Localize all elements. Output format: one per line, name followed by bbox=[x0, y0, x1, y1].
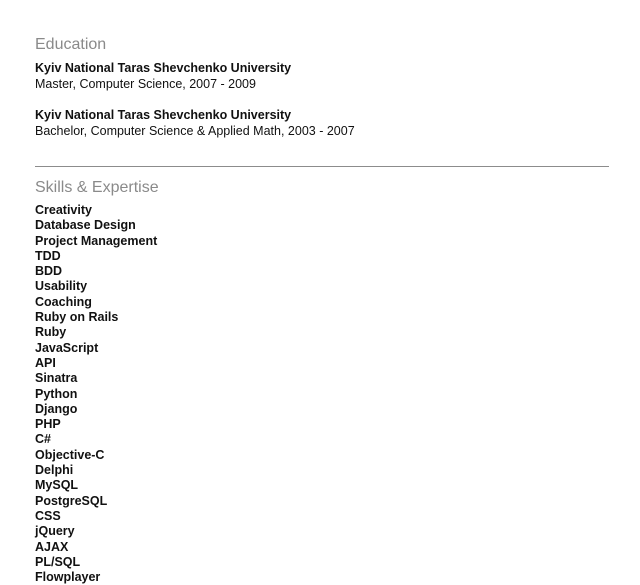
school-name: Kyiv National Taras Shevchenko University bbox=[35, 108, 292, 122]
skill-item: BDD bbox=[35, 264, 63, 279]
degree-details: Master, Computer Science, 2007 - 2009 bbox=[35, 77, 256, 91]
skill-item: Delphi bbox=[35, 463, 74, 478]
skill-item: jQuery bbox=[35, 524, 75, 539]
skill-item: PHP bbox=[35, 417, 61, 432]
skill-item: Coaching bbox=[35, 294, 92, 309]
degree-details: Bachelor, Computer Science & Applied Math, 2003 - 2007 bbox=[35, 124, 355, 138]
education-entry bbox=[35, 60, 291, 92]
section-divider bbox=[35, 166, 609, 167]
education-heading: Education bbox=[35, 36, 107, 53]
school-name: Kyiv National Taras Shevchenko University bbox=[35, 61, 292, 75]
skill-item: Objective-C bbox=[35, 447, 105, 462]
skill-item: MySQL bbox=[35, 478, 79, 493]
skill-item: Ruby bbox=[35, 325, 67, 340]
skill-item: AJAX bbox=[35, 539, 69, 554]
skill-item: Django bbox=[35, 401, 78, 416]
skill-item: Flowplayer bbox=[35, 570, 101, 585]
skill-item: PL/SQL bbox=[35, 554, 81, 569]
skills-list bbox=[35, 203, 157, 585]
skill-item: TDD bbox=[35, 248, 61, 263]
skills-heading: Skills & Expertise bbox=[35, 179, 159, 196]
skill-item: Creativity bbox=[35, 203, 92, 217]
skill-item: Python bbox=[35, 386, 78, 401]
skill-item: Database Design bbox=[35, 218, 136, 233]
skill-item: Project Management bbox=[35, 233, 158, 248]
skill-item: JavaScript bbox=[35, 340, 99, 355]
skill-item: Sinatra bbox=[35, 371, 78, 386]
education-entry bbox=[35, 107, 355, 139]
skill-item: Ruby on Rails bbox=[35, 310, 119, 325]
skill-item: C# bbox=[35, 432, 51, 447]
skill-item: API bbox=[35, 355, 56, 370]
skill-item: CSS bbox=[35, 508, 61, 523]
skill-item: PostgreSQL bbox=[35, 493, 108, 508]
skill-item: Usability bbox=[35, 279, 88, 294]
